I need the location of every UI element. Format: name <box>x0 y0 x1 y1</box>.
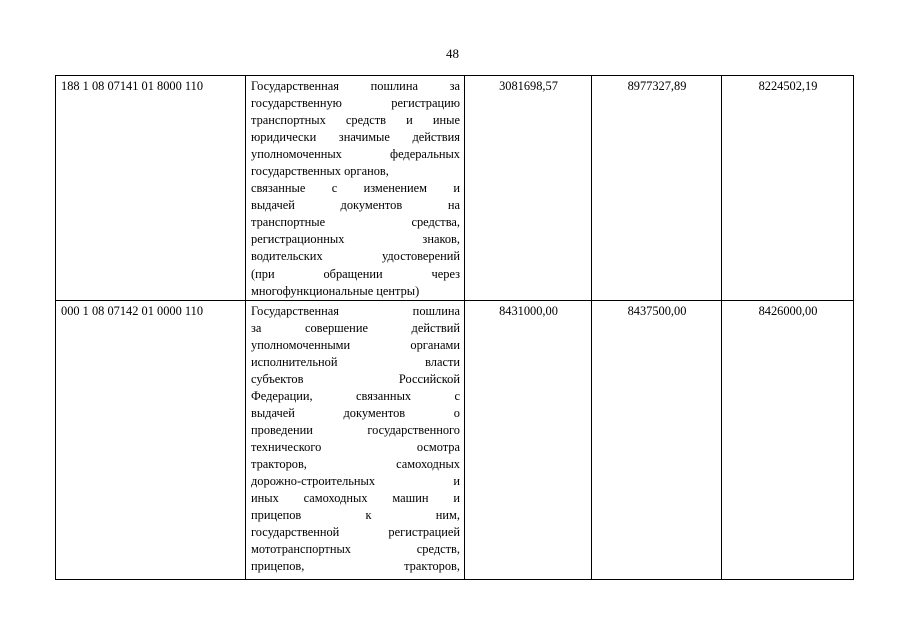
page-number: 48 <box>446 46 459 61</box>
description-line: Федерации, связанных с <box>251 388 460 403</box>
description-line: государственную регистрацию <box>251 96 460 111</box>
description-line: субъектов Российской <box>251 371 460 386</box>
description-line: прицепов, тракторов, <box>251 559 460 573</box>
description-line: Государственная пошлина <box>251 303 460 318</box>
description-line: за совершение действий <box>251 320 460 335</box>
description-line: государственной регистрацией <box>251 525 460 540</box>
description-line: (при обращении через <box>251 266 460 281</box>
description-line: технического осмотра <box>251 439 460 454</box>
description-line: уполномоченными органами <box>251 337 460 352</box>
description-line: регистрационных знаков, <box>251 232 460 247</box>
description-line: уполномоченных федеральных <box>251 147 460 162</box>
value-year-1: 8431000,00 <box>465 300 592 579</box>
table-row <box>56 76 854 301</box>
description-line: прицепов к ним, <box>251 508 460 523</box>
description-line: Государственная пошлина за <box>251 79 460 93</box>
revenue-description <box>246 300 465 579</box>
description-line: выдачей документов о <box>251 405 460 420</box>
value-year-3: 8426000,00 <box>722 300 854 579</box>
revenue-description <box>246 76 465 301</box>
budget-revenue-table <box>55 75 854 580</box>
description-line: многофункциональные центры) <box>251 283 420 298</box>
budget-classification-code: 000 1 08 07142 01 0000 110 <box>56 300 246 579</box>
description-line: водительских удостоверений <box>251 249 460 264</box>
description-line: иных самоходных машин и <box>251 491 460 506</box>
description-line: дорожно-строительных и <box>251 474 460 489</box>
description-line: транспортные средства, <box>251 215 460 230</box>
value-year-1: 3081698,57 <box>465 76 592 301</box>
description-line: выдачей документов на <box>251 198 460 213</box>
description-line: исполнительной власти <box>251 354 460 369</box>
description-line: тракторов, самоходных <box>251 457 460 472</box>
table-row <box>56 300 854 579</box>
description-line: юридически значимые действия <box>251 130 460 145</box>
description-line: транспортных средств и иные <box>251 113 460 128</box>
description-line: государственных органов, <box>251 164 389 179</box>
description-line: проведении государственного <box>251 422 460 437</box>
value-year-3: 8224502,19 <box>722 76 854 301</box>
budget-classification-code: 188 1 08 07141 01 8000 110 <box>56 76 246 301</box>
value-year-2: 8977327,89 <box>592 76 722 301</box>
description-line: мототранспортных средств, <box>251 542 460 557</box>
description-line: связанные с изменением и <box>251 181 460 196</box>
value-year-2: 8437500,00 <box>592 300 722 579</box>
